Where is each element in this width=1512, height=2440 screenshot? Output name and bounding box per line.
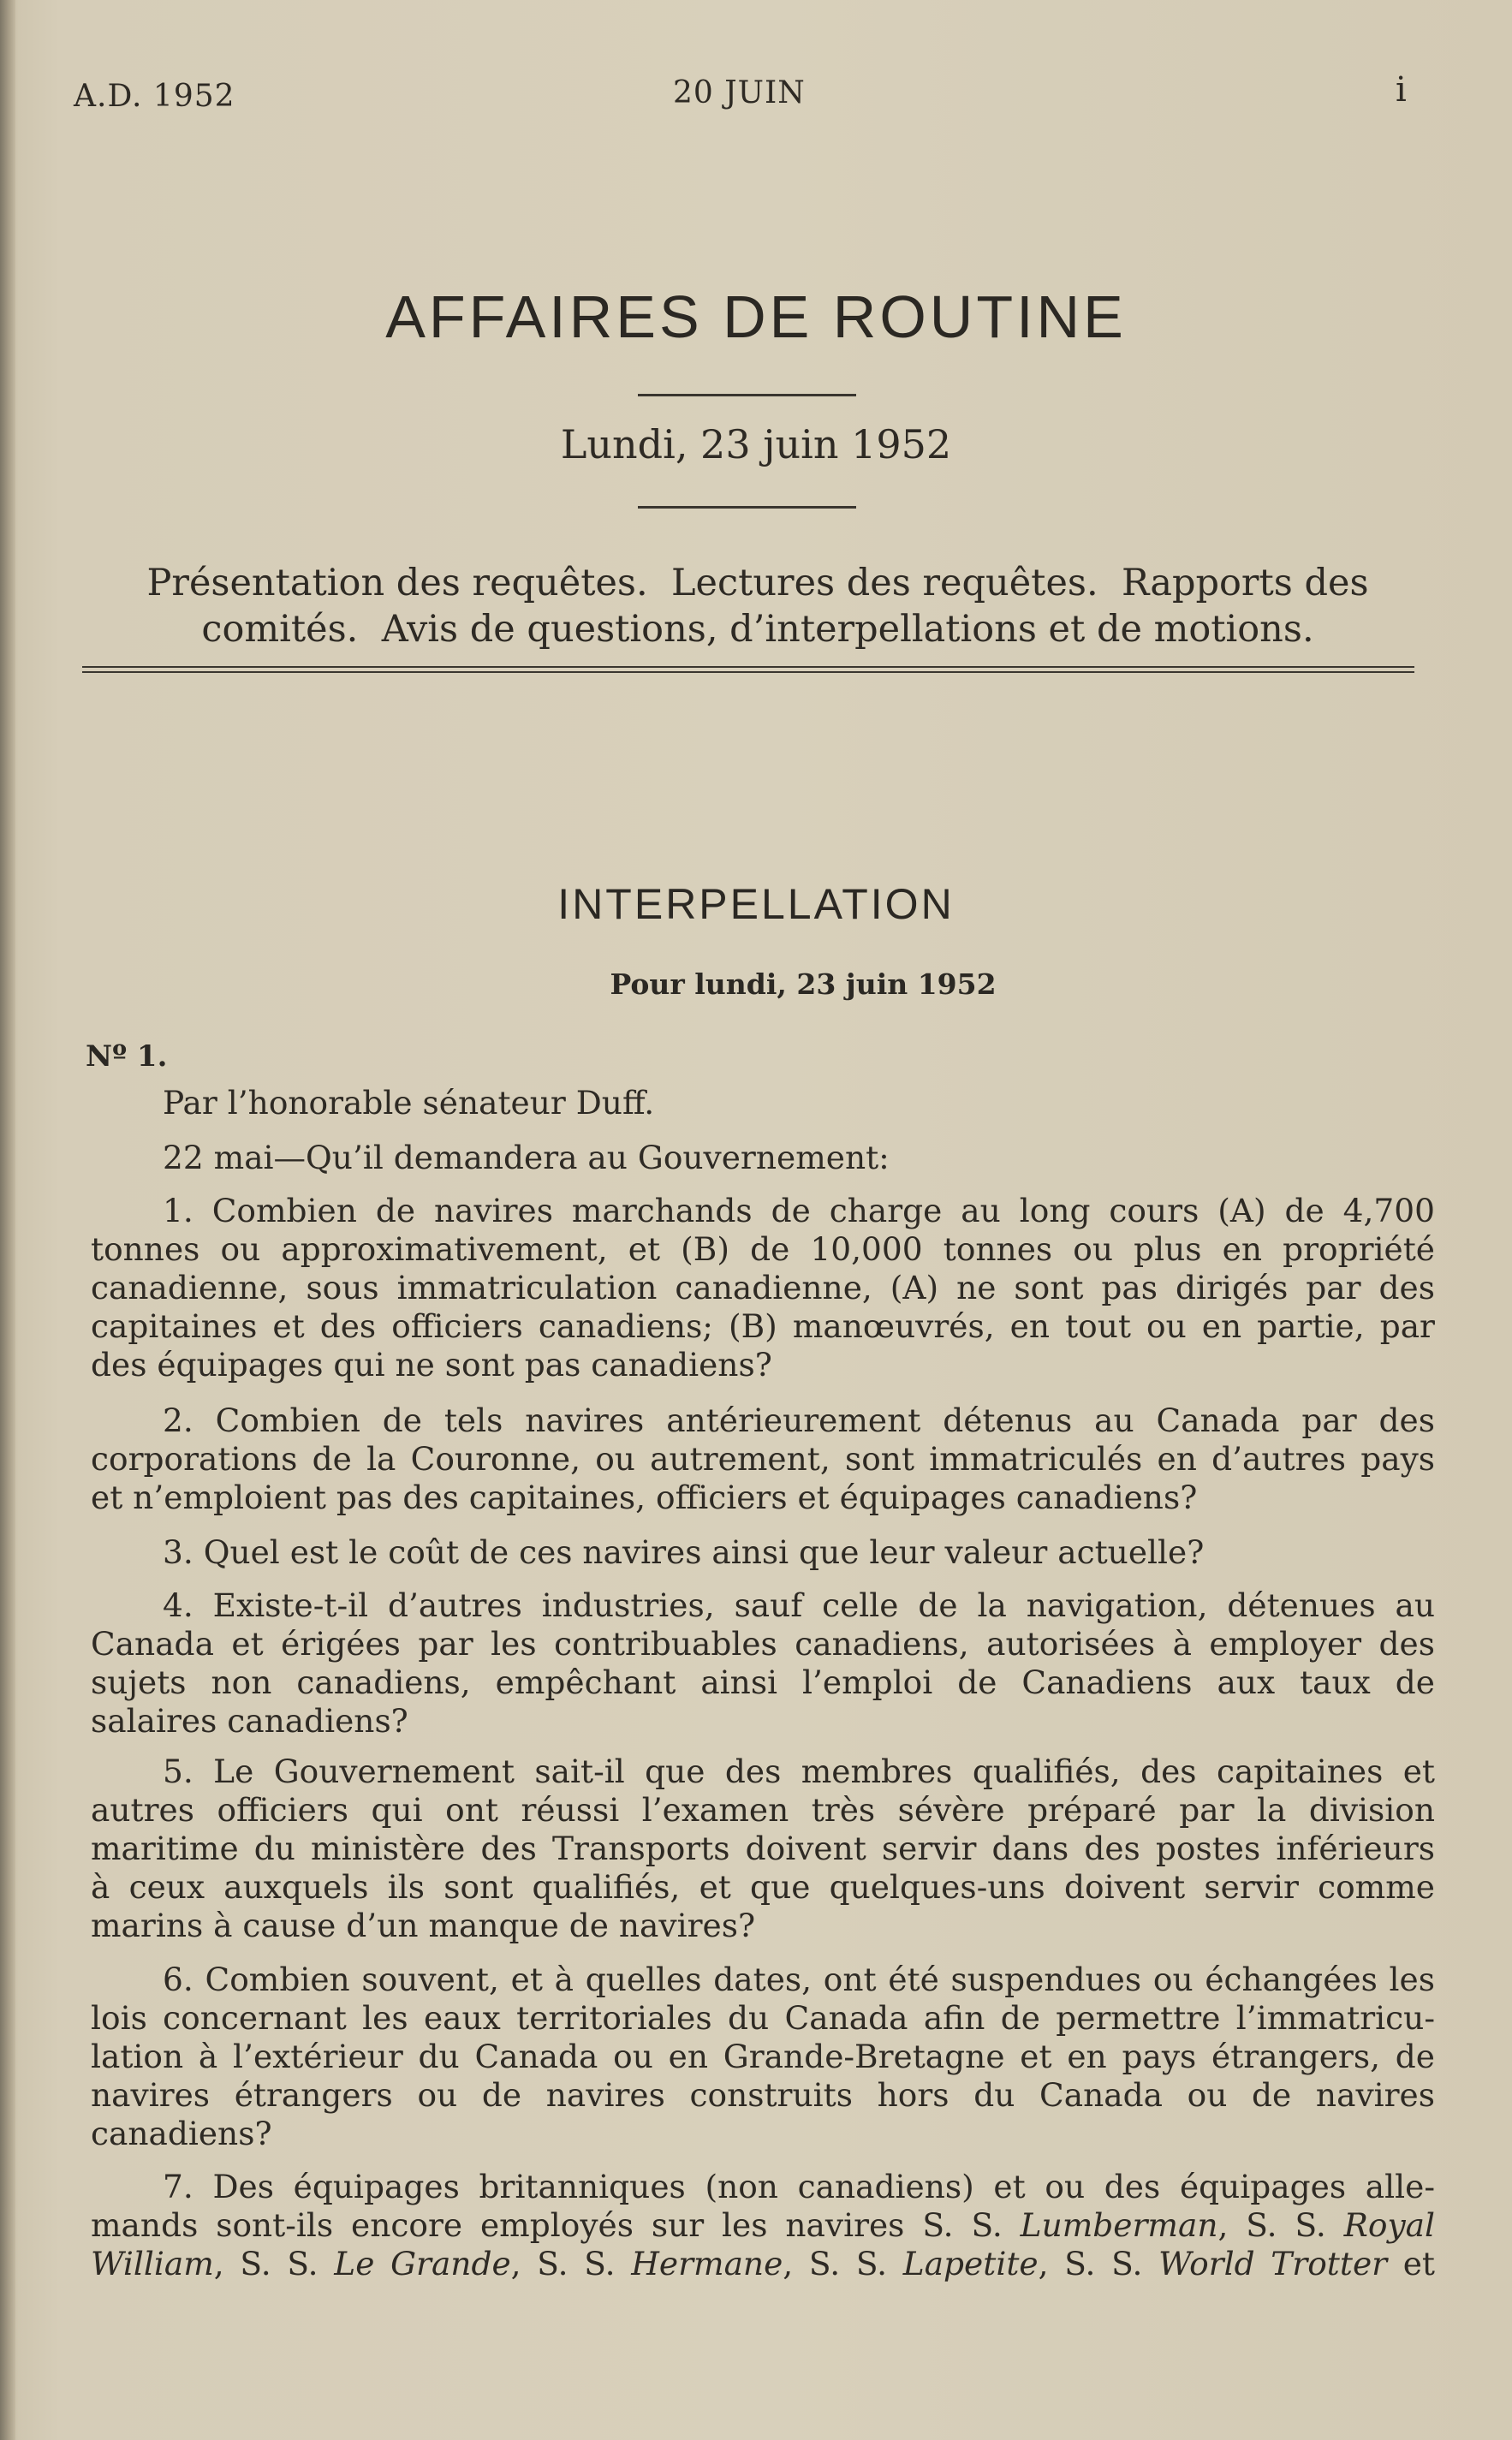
byline-text: Par l’honorable sénateur Duff. bbox=[163, 1084, 655, 1122]
question-line: 1. Combien de navires marchands de charge au long cours (A) de 4,700 bbox=[163, 1192, 1435, 1229]
title-rule-top bbox=[638, 394, 856, 396]
text-run: , S. S. bbox=[1038, 2245, 1159, 2282]
ship-name: Lumberman bbox=[1020, 2206, 1218, 2244]
question-line: et n’emploient pas des capitaines, officiers et équipages canadiens? bbox=[91, 1479, 1198, 1516]
question-line: marins à cause d’un manque de navires? bbox=[91, 1907, 756, 1944]
section-heading: INTERPELLATION bbox=[557, 880, 955, 928]
question-line: capitaines et des officiers canadiens; (B) manœuvrés, en tout ou en partie, par bbox=[91, 1307, 1435, 1345]
sitting-date: Lundi, 23 juin 1952 bbox=[560, 421, 952, 467]
question-line: lation à l’extérieur du Canada ou en Grande-Bretagne et en pays étrangers, de bbox=[91, 2038, 1435, 2075]
ship-name: Lapetite bbox=[902, 2245, 1039, 2282]
question-line: maritime du ministère des Transports doivent servir dans des postes inférieurs bbox=[91, 1830, 1435, 1867]
page-number: i bbox=[1396, 70, 1408, 110]
inquiry-byline bbox=[91, 1084, 1435, 1122]
ship-name: Le Grande bbox=[334, 2245, 511, 2282]
question-line: navires étrangers ou de navires construits hors du Canada ou de navires bbox=[91, 2076, 1435, 2114]
question-line: salaires canadiens? bbox=[91, 1702, 408, 1740]
question-3 bbox=[91, 1533, 1435, 1572]
question-line: lois concernant les eaux territoriales du Canada afin de permettre l’immatricu- bbox=[91, 1999, 1435, 2037]
question-2 bbox=[91, 1402, 1435, 1517]
question-line: 6. Combien souvent, et à quelles dates, ont été suspendues ou échangées les bbox=[163, 1961, 1435, 1998]
inquiry-number: Nº 1. bbox=[86, 1039, 168, 1074]
inquiry-intro bbox=[91, 1139, 1435, 1177]
routine-business-list bbox=[120, 560, 1396, 652]
question-line bbox=[91, 2245, 1435, 2283]
question-line: tonnes ou approximativement, et (B) de 10,000 tonnes ou plus en propriété bbox=[91, 1230, 1435, 1268]
question-line: des équipages qui ne sont pas canadiens? bbox=[91, 1346, 772, 1384]
text-run: , S. S. bbox=[213, 2245, 335, 2282]
text-run: , S. S. bbox=[1217, 2206, 1344, 2244]
ship-name: Royal bbox=[1343, 2206, 1435, 2244]
running-head-year: A.D. 1952 bbox=[74, 79, 235, 114]
intro-text: 22 mai—Qu’il demandera au Gouvernement: bbox=[163, 1139, 890, 1176]
running-head-date: 20 JUIN bbox=[673, 75, 806, 110]
question-line: 3. Quel est le coût de ces navires ainsi que leur valeur actuelle? bbox=[163, 1533, 1205, 1571]
section-double-rule bbox=[82, 666, 1414, 673]
question-line: 2. Combien de tels navires antérieurement détenus au Canada par des bbox=[163, 1402, 1435, 1439]
question-5 bbox=[91, 1753, 1435, 1945]
question-line: 5. Le Gouvernement sait-il que des membres qualifiés, des capitaines et bbox=[163, 1753, 1435, 1790]
text-run: , S. S. bbox=[510, 2245, 632, 2282]
routine-business-line-2: comités. Avis de questions, d’interpellations et de motions. bbox=[201, 608, 1314, 651]
text-run: , S. S. bbox=[783, 2245, 903, 2282]
text-run: mands sont-ils encore employés sur les navires S. S. bbox=[91, 2206, 1021, 2244]
question-line: 7. Des équipages britanniques (non canadiens) et ou des équipages alle- bbox=[163, 2168, 1435, 2205]
ship-name: Hermane bbox=[631, 2245, 783, 2282]
routine-business-line-1: Présentation des requêtes. Lectures des requêtes. Rapports des bbox=[146, 562, 1369, 604]
inquiry-for-date: Pour lundi, 23 juin 1952 bbox=[610, 967, 997, 1001]
question-line: Canada et érigées par les contribuables canadiens, autorisées à employer des bbox=[91, 1625, 1435, 1663]
page-binding-edge bbox=[0, 0, 15, 2440]
question-line: canadiens? bbox=[91, 2115, 272, 2152]
question-line: 4. Existe-t-il d’autres industries, sauf celle de la navigation, détenues au bbox=[163, 1586, 1435, 1624]
question-line: à ceux auxquels ils sont qualifiés, et que quelques-uns doivent servir comme bbox=[91, 1868, 1435, 1906]
question-4 bbox=[91, 1586, 1435, 1741]
title-rule-bottom bbox=[638, 506, 856, 509]
question-6 bbox=[91, 1961, 1435, 2153]
text-run: et bbox=[1387, 2245, 1436, 2282]
ship-name: William bbox=[91, 2245, 214, 2282]
question-line: canadienne, sous immatriculation canadienne, (A) ne sont pas dirigés par des bbox=[91, 1269, 1435, 1306]
question-1 bbox=[91, 1192, 1435, 1384]
question-line: autres officiers qui ont réussi l’examen très sévère préparé par la division bbox=[91, 1791, 1435, 1829]
ship-name: World Trotter bbox=[1158, 2245, 1388, 2282]
page-title: AFFAIRES DE ROUTINE bbox=[385, 283, 1127, 350]
question-line: sujets non canadiens, empêchant ainsi l’emploi de Canadiens aux taux de bbox=[91, 1663, 1435, 1701]
question-line bbox=[91, 2206, 1435, 2245]
question-7 bbox=[91, 2168, 1435, 2283]
question-line: corporations de la Couronne, ou autrement, sont immatriculés en d’autres pays bbox=[91, 1440, 1435, 1478]
